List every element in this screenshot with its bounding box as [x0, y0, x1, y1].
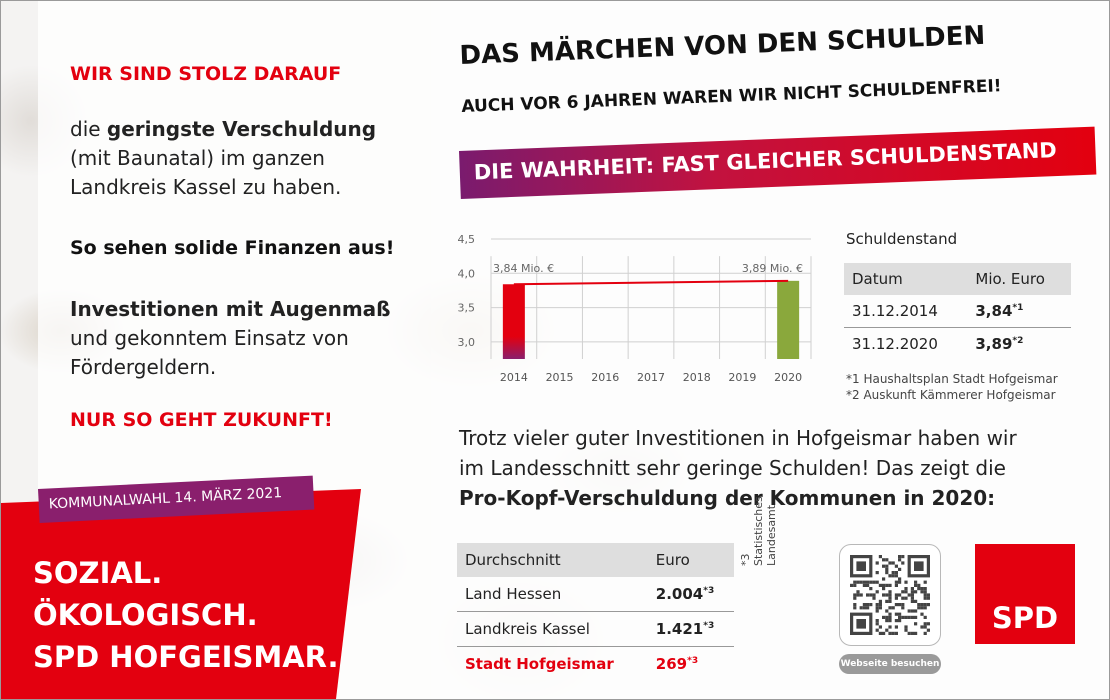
table-row	[457, 577, 734, 612]
solid-finances-text: So sehen solide Finanzen aus!	[70, 237, 395, 259]
row-label: Landkreis Kassel	[457, 612, 648, 647]
debt-table	[844, 263, 1071, 360]
visit-website-button[interactable]: Webseite besuchen	[839, 654, 941, 674]
row-date: 31.12.2020	[852, 335, 938, 353]
row-value	[967, 295, 1071, 328]
data-label-2020: 3,89 Mio. €	[741, 262, 803, 276]
text-prefix: die	[70, 117, 107, 141]
text-line: Landkreis Kassel zu haben.	[70, 175, 342, 199]
row-label: Stadt Hofgeismar	[465, 655, 614, 673]
x-tick-label: 2019	[728, 371, 757, 384]
value: 2.004	[655, 585, 704, 603]
footnote: *1 Haushaltsplan Stadt Hofgeismar	[846, 372, 1058, 386]
truth-banner-label: DIE WAHRHEIT: FAST GLEICHER SCHULDENSTAND	[473, 138, 1058, 185]
text-line: (mit Baunatal) im ganzen	[70, 146, 325, 170]
main-title: DAS MÄRCHEN VON DEN SCHULDEN	[459, 20, 986, 71]
x-tick-label: 2020	[774, 371, 803, 384]
debt-table-title: Schuldenstand	[846, 230, 958, 248]
slogan-line-3: SPD HOFGEISMAR.	[33, 640, 339, 674]
spd-logo	[975, 544, 1075, 644]
proud-headline: WIR SIND STOLZ DARAUF	[70, 63, 342, 85]
footnote-ref: *3	[703, 586, 715, 596]
footnote-ref: *2	[1012, 336, 1024, 346]
row-label: Land Hessen	[457, 577, 648, 612]
table-row	[844, 328, 1071, 361]
slogan-line-2: ÖKOLOGISCH.	[33, 598, 258, 632]
bar-2014	[503, 284, 525, 359]
table-row	[844, 295, 1071, 328]
per-capita-header	[457, 543, 734, 577]
x-tick-label: 2016	[591, 371, 620, 384]
debt-chart	[441, 219, 821, 394]
header-label: Durchschnitt	[457, 543, 648, 577]
trend-line	[514, 281, 788, 284]
y-tick-label: 3,5	[457, 301, 475, 315]
investments-highlight: Investitionen mit Augenmaß	[70, 297, 391, 321]
sub-title: AUCH VOR 6 JAHREN WAREN WIR NICHT SCHULDENFREI!	[461, 76, 1002, 117]
row-value	[648, 612, 734, 647]
value: 3,89	[975, 335, 1013, 353]
lowest-debt-text	[70, 115, 376, 202]
footnote-ref: *1	[1012, 303, 1024, 313]
bar-2020	[777, 281, 799, 359]
election-date-label: KOMMUNALWAHL 14. MÄRZ 2021	[48, 485, 283, 513]
per-capita-intro	[459, 423, 1099, 513]
qr-code-icon	[850, 555, 930, 635]
footnote: *2 Auskunft Kämmerer Hofgeismar	[846, 388, 1056, 402]
x-tick-label: 2017	[637, 371, 665, 384]
value: 1.421	[655, 620, 704, 638]
row-date: 31.12.2014	[844, 295, 967, 328]
x-tick-label: 2015	[545, 371, 574, 384]
slogan-line-1: SOZIAL.	[33, 556, 163, 590]
per-capita-table	[457, 543, 734, 681]
row-value	[648, 577, 734, 612]
per-capita-highlight: Pro-Kopf-Verschuldung der Kommunen in 2020:	[459, 486, 996, 510]
y-tick-label: 4,5	[457, 233, 475, 246]
row-value	[967, 328, 1071, 361]
footnote-ref: *3	[687, 656, 699, 666]
text-line: und gekonntem Einsatz von	[70, 326, 349, 350]
investments-text	[70, 295, 391, 382]
value: 3,84	[975, 302, 1013, 320]
row-value	[648, 647, 734, 682]
debt-footnotes	[846, 371, 1058, 403]
lowest-debt-highlight: geringste Verschuldung	[106, 117, 377, 141]
source-note-vertical: *3 Statistisches Landesamt	[739, 496, 778, 566]
debt-table-header	[844, 263, 1071, 295]
x-tick-label: 2014	[499, 371, 528, 384]
header-date: Datum	[844, 263, 967, 295]
header-value: Euro	[648, 543, 734, 577]
text-line: Fördergeldern.	[70, 355, 217, 379]
value: 269	[655, 655, 688, 673]
data-label-2014: 3,84 Mio. €	[493, 262, 555, 276]
text-line: im Landesschnitt sehr geringe Schulden! Das zeigt die	[459, 456, 1006, 480]
y-tick-label: 3,0	[457, 335, 475, 349]
table-row	[457, 612, 734, 647]
qr-code[interactable]	[839, 544, 941, 646]
future-cta: NUR SO GEHT ZUKUNFT!	[70, 409, 333, 431]
x-tick-label: 2018	[682, 371, 711, 384]
footnote-ref: *3	[703, 621, 715, 631]
y-tick-label: 4,0	[457, 267, 475, 281]
text-line: Trotz vieler guter Investitionen in Hofgeismar haben wir	[459, 426, 1017, 450]
header-value: Mio. Euro	[967, 263, 1071, 295]
spd-logo-text: SPD	[991, 601, 1059, 635]
table-row-highlight	[457, 647, 734, 682]
